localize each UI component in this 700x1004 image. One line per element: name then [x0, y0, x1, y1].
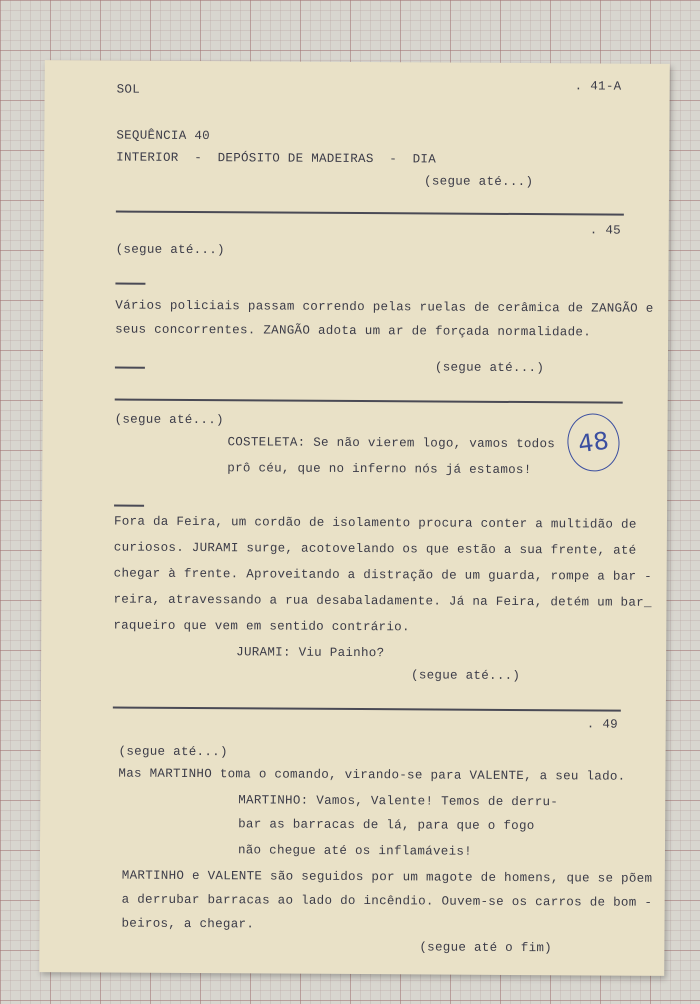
section-divider	[113, 707, 621, 712]
section-divider	[115, 399, 623, 404]
segue-label: (segue até...)	[410, 668, 521, 684]
section-divider	[116, 211, 624, 216]
page-number: . 41-A	[574, 79, 622, 94]
paragraph-line: chegar à frente. Aproveitando a distração de um guarda, rompe a bar -	[113, 566, 652, 584]
handwritten-number-stamp: 48	[564, 410, 623, 474]
section-number: . 45	[589, 223, 622, 238]
dash-marker	[114, 505, 144, 507]
paragraph-line: reira, atravessando a rua desabaladamente. Já na Feira, detém um bar_	[113, 592, 652, 610]
segue-label: (segue até o fim)	[419, 940, 553, 956]
dialogue-line: bar as barracas de lá, para que o fogo	[238, 817, 535, 834]
section-number: . 49	[586, 717, 619, 732]
segue-label: (segue até...)	[424, 174, 534, 190]
paragraph-line: Mas MARTINHO toma o comando, virando-se para VALENTE, a seu lado.	[118, 766, 626, 784]
segue-label: (segue até...)	[118, 744, 228, 760]
sequence-title: SEQUÊNCIA 40	[116, 128, 210, 144]
segue-label: (segue até...)	[115, 242, 225, 258]
paragraph-line: Vários policiais passam correndo pelas ruelas de cerâmica de ZANGÃO e	[115, 298, 654, 316]
paragraph-line: curiosos. JURAMI surge, acotovelando os que estão a sua frente, até	[113, 540, 637, 558]
paragraph-line: seus concorrentes. ZANGÃO adota um ar de forçada normalidade.	[115, 322, 592, 340]
dialogue-line: MARTINHO: Vamos, Valente! Temos de derru-	[238, 793, 559, 810]
paragraph-line: raqueiro que vem em sentido contrário.	[113, 618, 410, 635]
header-left: SOL	[116, 82, 141, 97]
segue-label: (segue até...)	[114, 412, 224, 428]
paragraph-line: Fora da Feira, um cordão de isolamento procura conter a multidão de	[113, 514, 637, 532]
dash-marker	[115, 283, 145, 285]
dialogue-line: prô céu, que no inferno nós já estamos!	[227, 461, 532, 478]
typewritten-page	[39, 60, 670, 976]
paragraph-line: MARTINHO e VALENTE são seguidos por um magote de homens, que se põem	[121, 868, 653, 886]
dash-marker	[115, 367, 145, 369]
paragraph-line: beiros, a chegar.	[121, 916, 255, 932]
dialogue-line: não chegue até os inflamáveis!	[237, 843, 473, 859]
segue-label: (segue até...)	[434, 360, 545, 376]
scene-heading: INTERIOR - DEPÓSITO DE MADEIRAS - DIA	[116, 150, 437, 167]
dialogue-line: JURAMI: Viu Painho?	[236, 645, 385, 661]
dialogue-line: COSTELETA: Se não vierem logo, vamos todos	[227, 435, 556, 452]
paragraph-line: a derrubar barracas ao lado do incêndio. Ouvem-se os carros de bom -	[121, 892, 653, 910]
